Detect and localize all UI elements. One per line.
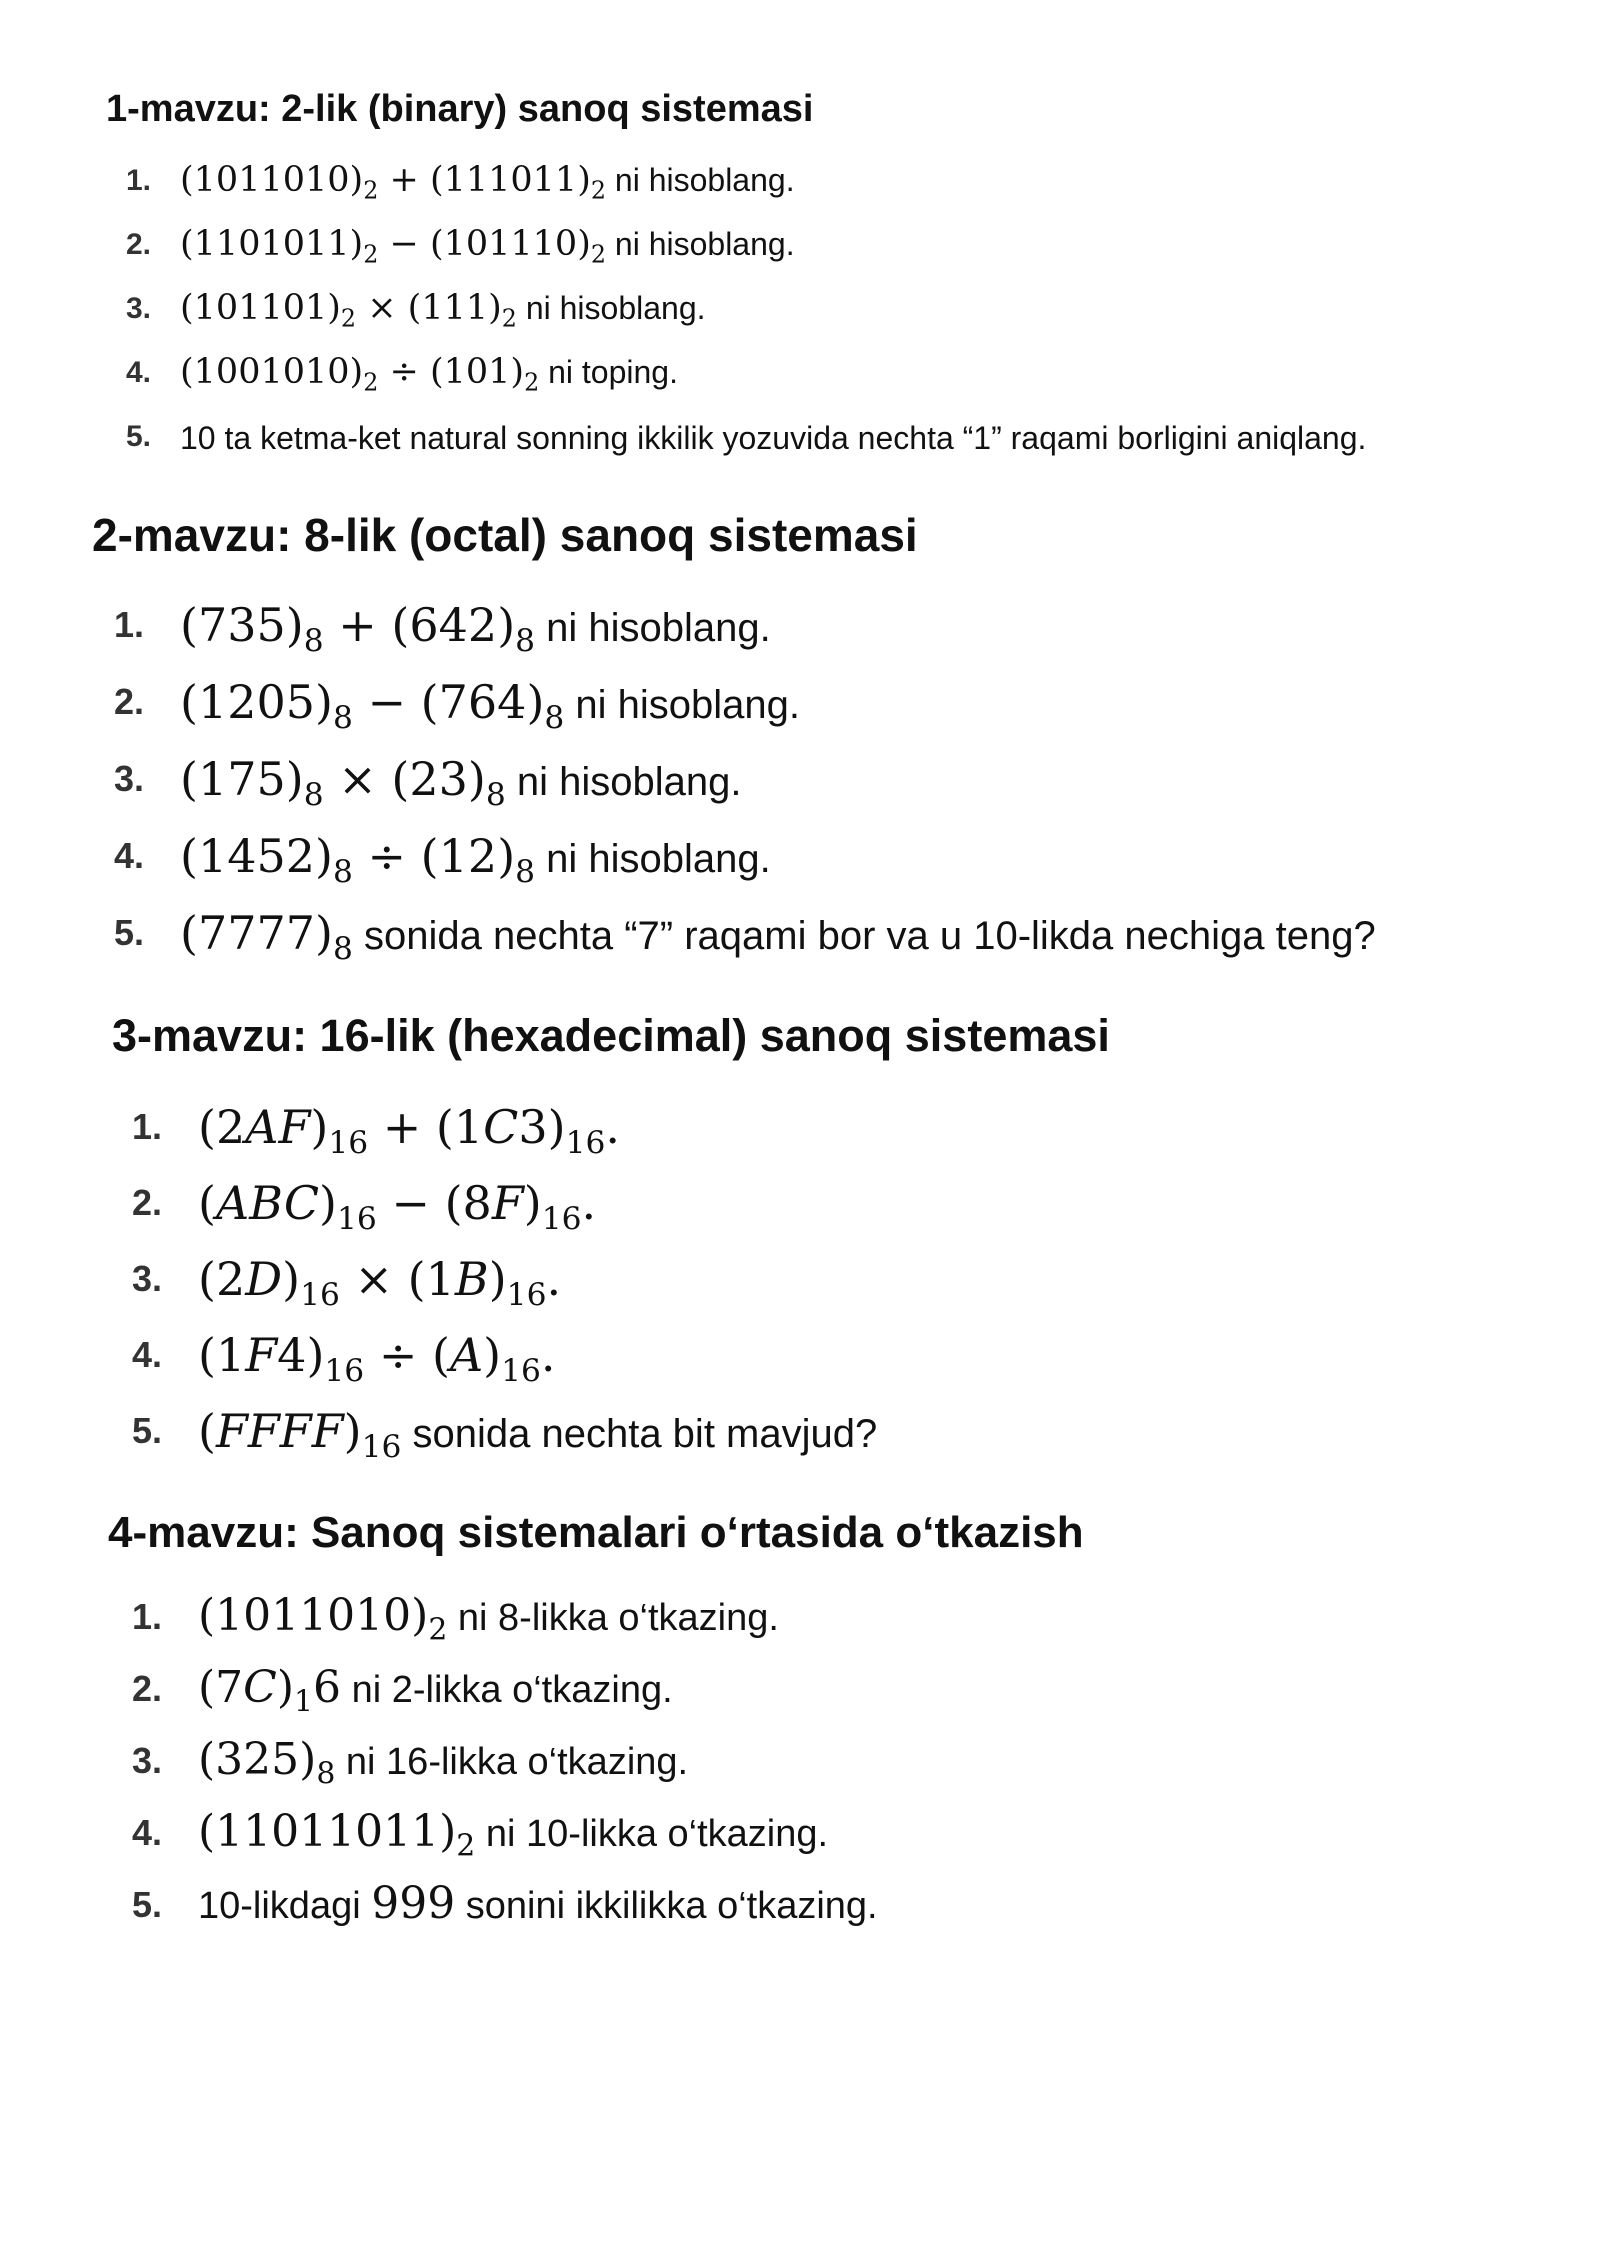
item-number: 5. — [114, 912, 145, 953]
section-title: 1-mavzu: 2-lik (binary) sanoq sistemasi — [106, 88, 814, 130]
math-expression: $(325)_8$ — [198, 1734, 336, 1792]
item-text: ni hisoblang. — [535, 606, 771, 650]
item-number: 2. — [126, 228, 152, 261]
item-number: 4. — [132, 1334, 163, 1375]
item-text: ni hisoblang. — [505, 760, 742, 804]
math-expression: $(1101011)_2 - (101110)_2$ — [180, 224, 606, 269]
math-expression: $(1011010)_2$ — [198, 1590, 448, 1648]
item-number: 3. — [132, 1258, 163, 1299]
item-number: 5. — [126, 420, 152, 453]
section-title: 2-mavzu: 8-lik (octal) sanoq sistemasi — [92, 509, 918, 561]
math-expression: $(ABC)_{16} - (8F)_{16}$. — [198, 1176, 597, 1237]
item-number: 1. — [114, 604, 145, 645]
item-number: 4. — [126, 356, 152, 389]
item-number: 3. — [126, 292, 152, 325]
item-text: ni toping. — [539, 354, 678, 390]
math-expression: $(FFFF)_{16}$ — [198, 1404, 402, 1465]
math-expression: $(1452)_8 \div (12)_8$ — [180, 829, 536, 890]
math-expression: $(11011011)_2$ — [198, 1806, 476, 1864]
item-number: 5. — [132, 1410, 163, 1451]
math-expression: $(1011010)_2 + (111011)_2$ — [180, 160, 606, 205]
item-text: ni hisoblang. — [516, 290, 706, 326]
item-text: ni hisoblang. — [606, 226, 795, 262]
item-number: 1. — [132, 1596, 163, 1637]
item-text-before: 10-likdagi — [198, 1885, 372, 1927]
item-number: 2. — [114, 681, 145, 722]
math-expression: $(1001010)_2 \div (101)_2$ — [180, 352, 540, 397]
math-expression: $(101101)_2 \times (111)_2$ — [180, 288, 517, 333]
item-number: 3. — [132, 1740, 163, 1781]
item-number: 1. — [126, 164, 152, 197]
item-text: ni hisoblang. — [535, 837, 771, 881]
item-number: 4. — [114, 835, 145, 876]
item-text: 10 ta ketma-ket natural sonning ikkilik yozuvida nechta “1” raqami borligini aniqlang. — [180, 420, 1367, 456]
section-title: 3-mavzu: 16-lik (hexadecimal) sanoq sistemasi — [112, 1010, 1110, 1061]
math-expression: $(7C)_16$ — [198, 1662, 342, 1720]
item-text: ni 16-likka o‘tkazing. — [335, 1741, 689, 1783]
section-title: 4-mavzu: Sanoq sistemalari o‘rtasida o‘tkazish — [108, 1508, 1084, 1557]
math-expression: $(2D)_{16} \times (1B)_{16}$. — [198, 1252, 562, 1313]
math-expression: $(175)_8 \times (23)_8$ — [180, 752, 506, 813]
item-text: ni 2-likka o‘tkazing. — [341, 1669, 673, 1711]
item-number: 2. — [132, 1182, 163, 1223]
item-text: sonida nechta bit mavjud? — [401, 1412, 878, 1456]
item-text: sonini ikkilikka o‘tkazing. — [455, 1885, 878, 1927]
item-text: sonida nechta “7” raqami bor va u 10-likda nechiga teng? — [352, 914, 1376, 958]
math-expression: $(7777)_8$ — [180, 906, 353, 967]
math-expression: $(1F4)_{16} \div (A)_{16}$. — [198, 1328, 556, 1389]
math-value: 999 — [371, 1878, 456, 1929]
item-number: 1. — [132, 1106, 163, 1147]
item-number: 2. — [132, 1668, 163, 1709]
item-text: ni 10-likka o‘tkazing. — [475, 1813, 829, 1855]
item-text: ni hisoblang. — [606, 162, 795, 198]
math-expression: $(735)_8 + (642)_8$ — [180, 598, 536, 659]
math-expression: $(2AF)_{16} + (1C3)_{16}$. — [198, 1100, 621, 1161]
item-text: ni hisoblang. — [564, 683, 801, 727]
math-expression: $(1205)_8 - (764)_8$ — [180, 675, 565, 736]
item-number: 5. — [132, 1884, 163, 1925]
item-number: 3. — [114, 758, 145, 799]
item-number: 4. — [132, 1812, 163, 1853]
item-text: ni 8-likka o‘tkazing. — [447, 1597, 779, 1639]
